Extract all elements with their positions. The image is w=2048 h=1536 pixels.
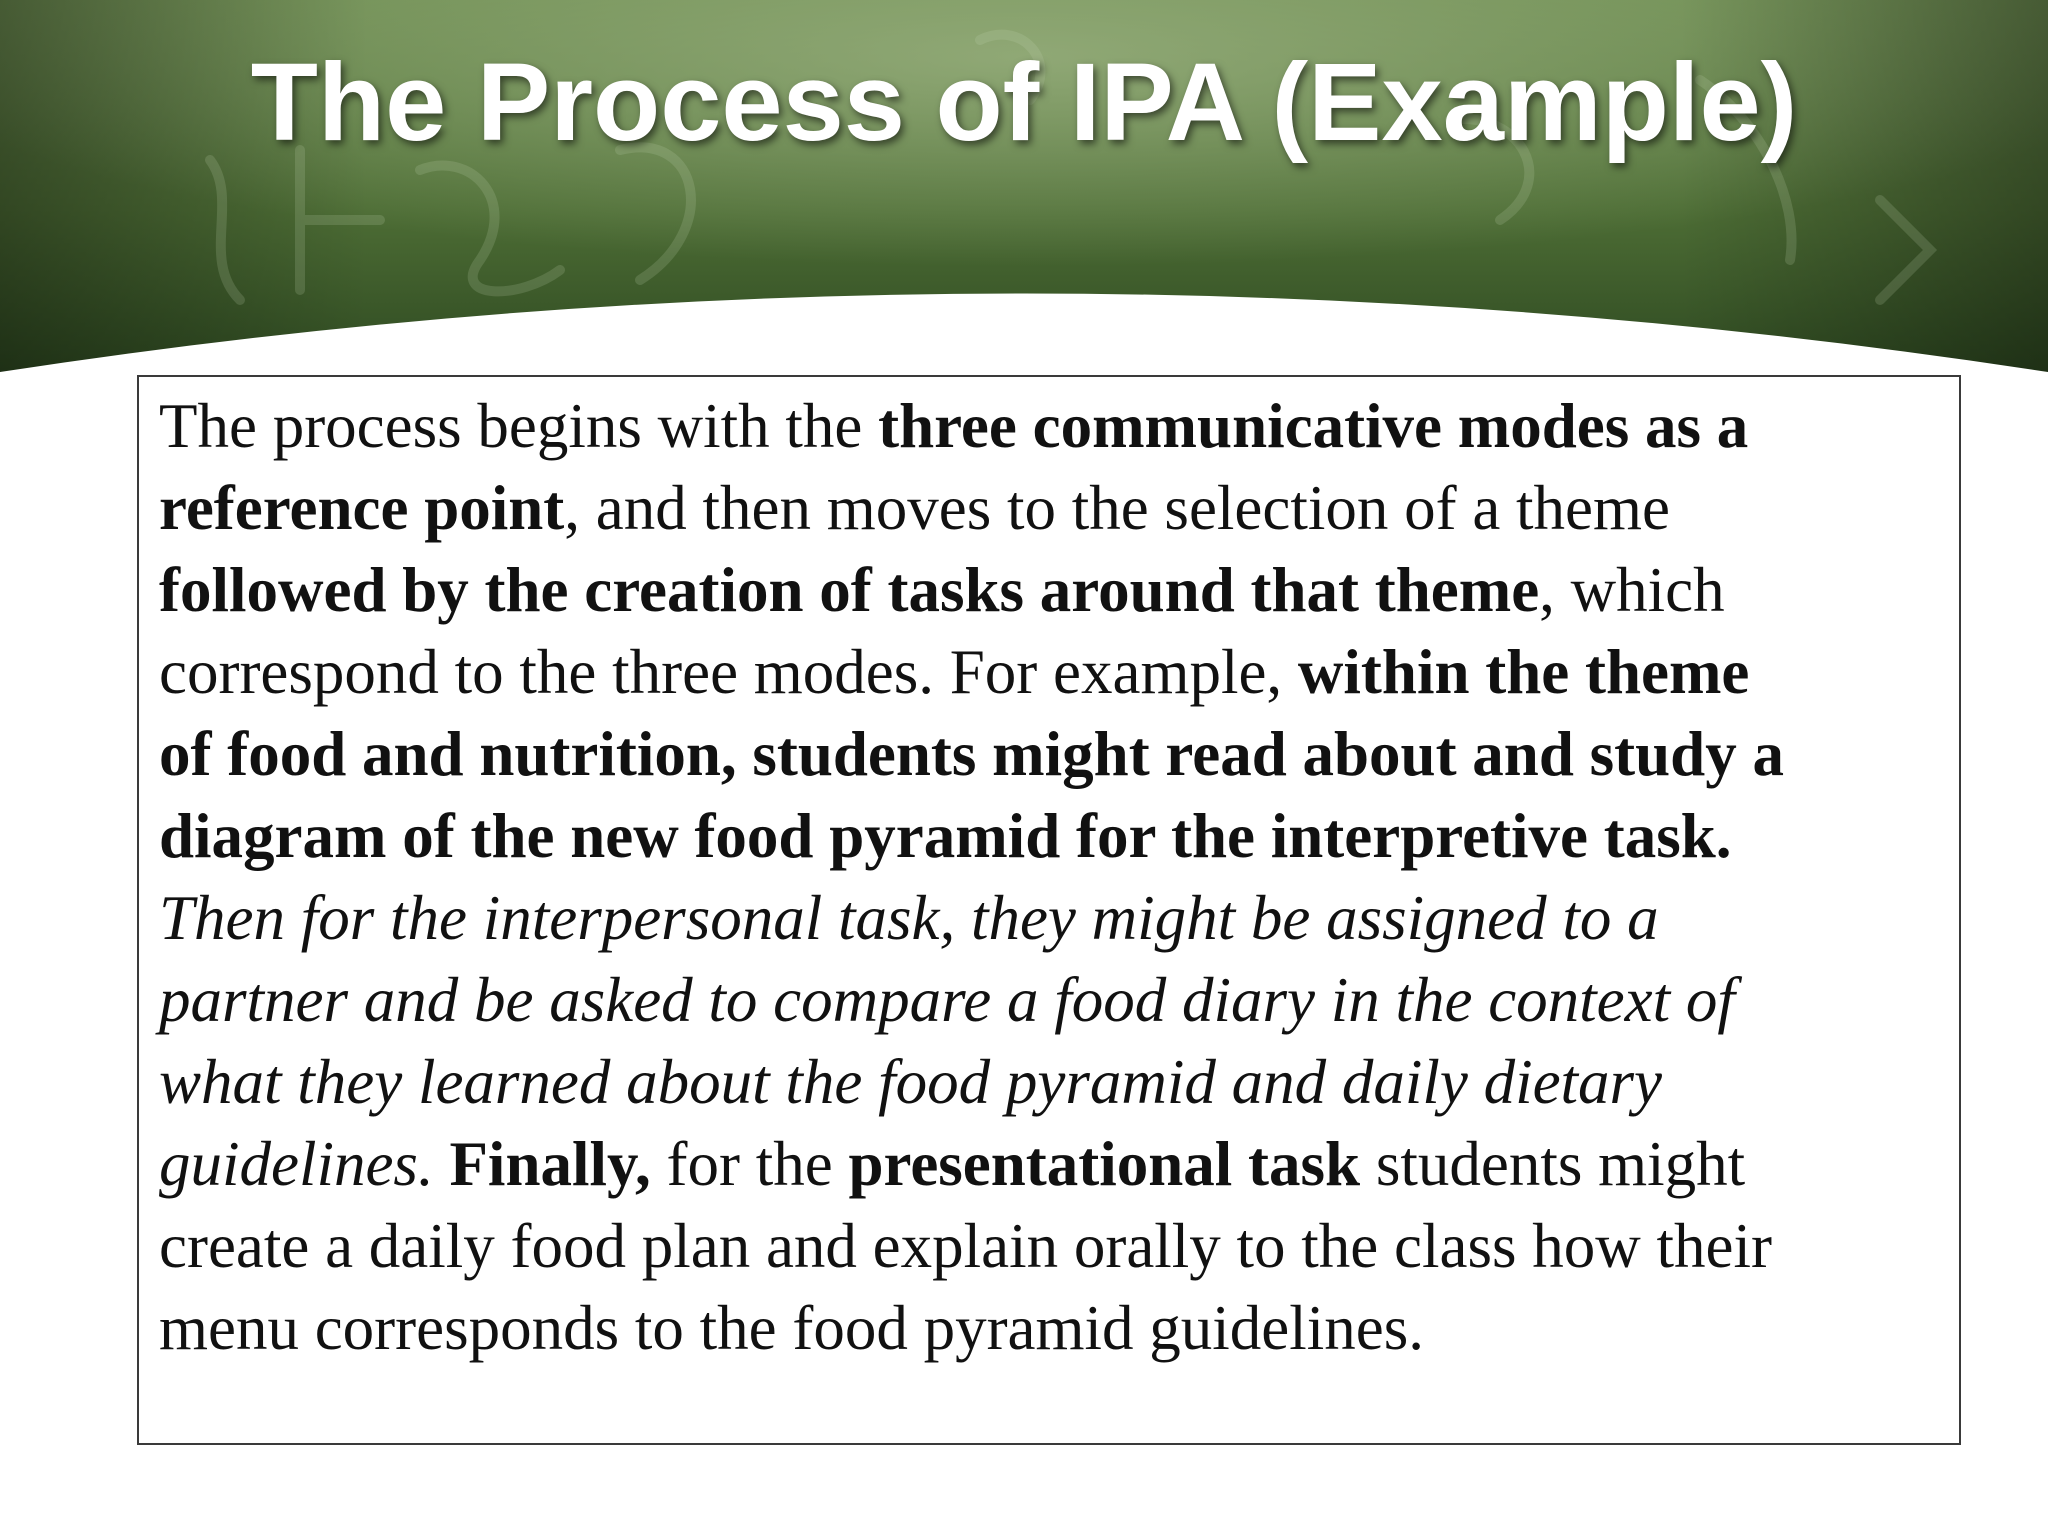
text-line xyxy=(159,1041,1919,1123)
text-run: menu corresponds to the food pyramid guidelines. xyxy=(159,1293,1424,1363)
text-line xyxy=(159,959,1919,1041)
text-run-italic: partner and be asked to compare a food diary in the context of xyxy=(159,965,1735,1035)
text-run-bold: reference point xyxy=(159,473,565,543)
text-run xyxy=(434,1129,450,1199)
text-run-bold: diagram of the new food pyramid for the interpretive task. xyxy=(159,801,1732,871)
text-run-italic: Then for the interpersonal task, they might be assigned to a xyxy=(159,883,1659,953)
text-run: The process begins with the xyxy=(159,391,879,461)
slide-title: The Process of IPA (Example) xyxy=(250,41,1798,164)
text-run-bold: three communicative modes as a xyxy=(878,391,1749,461)
text-line xyxy=(159,795,1919,877)
text-line xyxy=(159,385,1919,467)
text-line xyxy=(159,1287,1919,1369)
text-run: correspond to the three modes. For example, xyxy=(159,637,1298,707)
text-run: , which xyxy=(1539,555,1725,625)
text-run-italic: what they learned about the food pyramid and daily dietary xyxy=(159,1047,1663,1117)
body-paragraph xyxy=(159,385,1919,1369)
text-run: students might xyxy=(1360,1129,1746,1199)
text-line xyxy=(159,549,1919,631)
text-run-bold: presentational task xyxy=(848,1129,1361,1199)
text-run-bold: Finally, xyxy=(449,1129,651,1199)
text-run-bold: within the theme xyxy=(1297,637,1750,707)
text-line xyxy=(159,467,1919,549)
content-text-box xyxy=(137,375,1961,1445)
text-run-bold: followed by the creation of tasks around that theme xyxy=(159,555,1540,625)
text-run-italic: guidelines. xyxy=(159,1129,434,1199)
text-run: for the xyxy=(650,1129,849,1199)
text-line xyxy=(159,713,1919,795)
text-run: create a daily food plan and explain orally to the class how their xyxy=(159,1211,1772,1281)
text-line xyxy=(159,631,1919,713)
text-run: , and then moves to the selection of a theme xyxy=(564,473,1670,543)
text-line xyxy=(159,1205,1919,1287)
text-line xyxy=(159,877,1919,959)
text-line xyxy=(159,1123,1919,1205)
text-run-bold: of food and nutrition, students might read about and study a xyxy=(159,719,1784,789)
